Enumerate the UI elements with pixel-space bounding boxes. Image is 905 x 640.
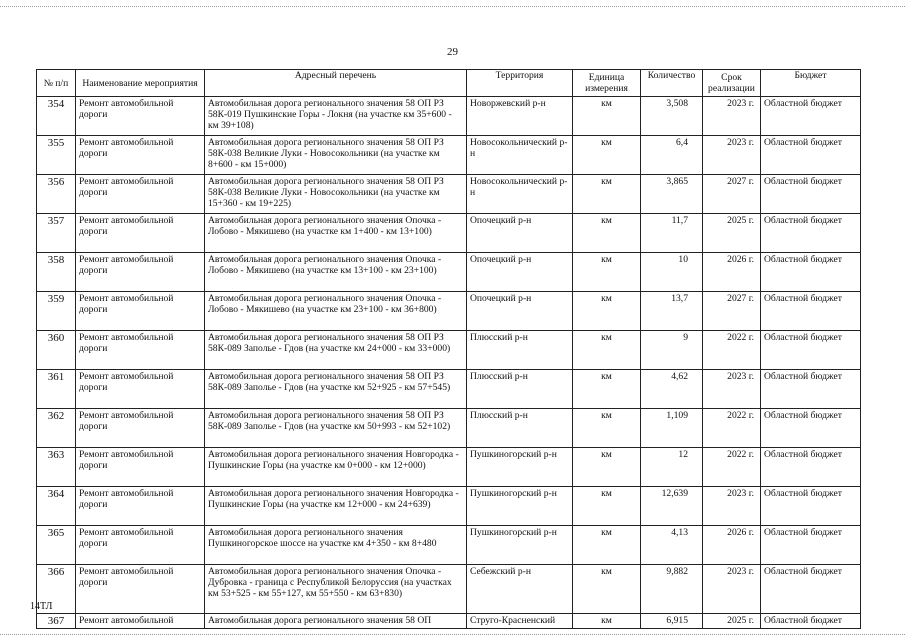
cell-unit: км [573, 175, 641, 214]
cell-territory: Пушкиногорский р-н [467, 526, 573, 565]
table-row [37, 214, 861, 253]
table-header-row [37, 70, 861, 97]
cell-budget: Областной бюджет [761, 97, 861, 136]
cell-num: 359 [37, 292, 76, 331]
road-repair-table [36, 69, 861, 629]
cell-num: 355 [37, 136, 76, 175]
header-territory: Территория [467, 70, 573, 97]
cell-territory: Плюсский р-н [467, 370, 573, 409]
header-unit: Единица измерения [573, 70, 641, 97]
cell-event: Ремонт автомобильной дороги [76, 175, 205, 214]
table-row [37, 614, 861, 629]
cell-num: 367 [37, 614, 76, 629]
table-row [37, 292, 861, 331]
cell-unit: км [573, 565, 641, 614]
header-num: № п/п [37, 70, 76, 97]
cell-address: Автомобильная дорога регионального значения 58 ОП РЗ 58К-089 Заполье - Гдов (на участке км 24+000 - км 33+000) [205, 331, 467, 370]
cell-event: Ремонт автомобильной дороги [76, 565, 205, 614]
cell-num: 365 [37, 526, 76, 565]
cell-term: 2023 г. [703, 487, 761, 526]
cell-event: Ремонт автомобильной дороги [76, 97, 205, 136]
cell-quantity: 12,639 [641, 487, 703, 526]
cell-quantity: 4,13 [641, 526, 703, 565]
cell-territory: Опочецкий р-н [467, 253, 573, 292]
cell-address: Автомобильная дорога регионального значения Новгородка - Пушкинские Горы (на участке км 0+000 - км 12+000) [205, 448, 467, 487]
cell-quantity: 9 [641, 331, 703, 370]
cell-budget: Областной бюджет [761, 370, 861, 409]
cell-address: Автомобильная дорога регионального значения Опочка - Лобово - Мякишево (на участке км 13+100 - км 23+100) [205, 253, 467, 292]
table-row [37, 253, 861, 292]
cell-term: 2026 г. [703, 253, 761, 292]
cell-territory: Опочецкий р-н [467, 292, 573, 331]
header-quantity: Количество [641, 70, 703, 97]
cell-event: Ремонт автомобильной дороги [76, 331, 205, 370]
cell-quantity: 9,882 [641, 565, 703, 614]
header-address: Адресный перечень [205, 70, 467, 97]
cell-budget: Областной бюджет [761, 292, 861, 331]
cell-budget: Областной бюджет [761, 214, 861, 253]
cell-unit: км [573, 614, 641, 629]
cell-address: Автомобильная дорога регионального значения 58 ОП РЗ 58К-038 Великие Луки - Новосокольники (на участке км 8+600 - км 15+000) [205, 136, 467, 175]
cell-unit: км [573, 331, 641, 370]
cell-event: Ремонт автомобильной [76, 614, 205, 629]
cell-budget: Областной бюджет [761, 409, 861, 448]
cell-territory: Себежский р-н [467, 565, 573, 614]
cell-event: Ремонт автомобильной дороги [76, 136, 205, 175]
cell-quantity: 3,865 [641, 175, 703, 214]
cell-quantity: 3,508 [641, 97, 703, 136]
cell-term: 2023 г. [703, 97, 761, 136]
cell-num: 366 [37, 565, 76, 614]
cell-quantity: 11,7 [641, 214, 703, 253]
cell-quantity: 1,109 [641, 409, 703, 448]
cell-address: Автомобильная дорога регионального значения 58 ОП [205, 614, 467, 629]
footer-code: 14ТЛ [30, 601, 53, 612]
cell-term: 2025 г. [703, 614, 761, 629]
cell-budget: Областной бюджет [761, 331, 861, 370]
cell-event: Ремонт автомобильной дороги [76, 370, 205, 409]
cell-unit: км [573, 136, 641, 175]
cell-num: 363 [37, 448, 76, 487]
cell-event: Ремонт автомобильной дороги [76, 409, 205, 448]
cell-unit: км [573, 253, 641, 292]
table-row [37, 409, 861, 448]
cell-event: Ремонт автомобильной дороги [76, 214, 205, 253]
cell-unit: км [573, 214, 641, 253]
cell-num: 362 [37, 409, 76, 448]
cell-num: 360 [37, 331, 76, 370]
cell-quantity: 10 [641, 253, 703, 292]
cell-quantity: 6,4 [641, 136, 703, 175]
table-row [37, 136, 861, 175]
cell-term: 2022 г. [703, 331, 761, 370]
cell-term: 2023 г. [703, 136, 761, 175]
cell-territory: Струго-Красненский [467, 614, 573, 629]
cell-territory: Новосокольнический р-н [467, 175, 573, 214]
cell-address: Автомобильная дорога регионального значения Новгородка - Пушкинские Горы (на участке км 12+000 - км 24+639) [205, 487, 467, 526]
table-row [37, 448, 861, 487]
cell-event: Ремонт автомобильной дороги [76, 448, 205, 487]
cell-address: Автомобильная дорога регионального значения Опочка - Лобово - Мякишево (на участке км 1+400 - км 13+100) [205, 214, 467, 253]
cell-territory: Опочецкий р-н [467, 214, 573, 253]
cell-num: 358 [37, 253, 76, 292]
cell-num: 357 [37, 214, 76, 253]
cell-num: 354 [37, 97, 76, 136]
table-row [37, 370, 861, 409]
cell-term: 2022 г. [703, 448, 761, 487]
cell-num: 356 [37, 175, 76, 214]
cell-territory: Новоржевский р-н [467, 97, 573, 136]
cell-term: 2026 г. [703, 526, 761, 565]
cell-term: 2027 г. [703, 175, 761, 214]
cell-quantity: 12 [641, 448, 703, 487]
cell-unit: км [573, 487, 641, 526]
header-term: Срок реализации [703, 70, 761, 97]
cell-unit: км [573, 370, 641, 409]
cell-num: 361 [37, 370, 76, 409]
cell-unit: км [573, 97, 641, 136]
cell-unit: км [573, 448, 641, 487]
table-row [37, 565, 861, 614]
cell-budget: Областной бюджет [761, 526, 861, 565]
cell-event: Ремонт автомобильной дороги [76, 253, 205, 292]
cell-quantity: 4,62 [641, 370, 703, 409]
cell-event: Ремонт автомобильной дороги [76, 487, 205, 526]
cell-term: 2023 г. [703, 370, 761, 409]
cell-unit: км [573, 292, 641, 331]
cell-territory: Новосокольнический р-н [467, 136, 573, 175]
table-row [37, 175, 861, 214]
cell-territory: Плюсский р-н [467, 409, 573, 448]
cell-address: Автомобильная дорога регионального значения Опочка - Лобово - Мякишево (на участке км 23+100 - км 36+800) [205, 292, 467, 331]
cell-term: 2027 г. [703, 292, 761, 331]
cell-budget: Областной бюджет [761, 253, 861, 292]
cell-budget: Областной бюджет [761, 136, 861, 175]
cell-territory: Пушкиногорский р-н [467, 487, 573, 526]
cell-term: 2023 г. [703, 565, 761, 614]
cell-quantity: 13,7 [641, 292, 703, 331]
cell-budget: Областной бюджет [761, 487, 861, 526]
page-number: 29 [447, 46, 458, 58]
header-event: Наименование мероприятия [76, 70, 205, 97]
header-budget: Бюджет [761, 70, 861, 97]
cell-address: Автомобильная дорога регионального значения Опочка - Дубровка - граница с Республикой Белоруссия (на участках км 53+525 - км 55+127, км 55+550 - км 63+830) [205, 565, 467, 614]
cell-event: Ремонт автомобильной дороги [76, 526, 205, 565]
scan-edge-top [0, 6, 905, 7]
table-row [37, 487, 861, 526]
cell-address: Автомобильная дорога регионального значения 58 ОП РЗ 58К-089 Заполье - Гдов (на участке км 50+993 - км 52+102) [205, 409, 467, 448]
cell-territory: Пушкиногорский р-н [467, 448, 573, 487]
cell-budget: Областной бюджет [761, 614, 861, 629]
cell-quantity: 6,915 [641, 614, 703, 629]
cell-num: 364 [37, 487, 76, 526]
cell-budget: Областной бюджет [761, 448, 861, 487]
cell-budget: Областной бюджет [761, 565, 861, 614]
cell-event: Ремонт автомобильной дороги [76, 292, 205, 331]
cell-address: Автомобильная дорога регионального значения 58 ОП РЗ 58К-038 Великие Луки - Новосокольники (на участке км 15+360 - км 19+225) [205, 175, 467, 214]
cell-address: Автомобильная дорога регионального значения 58 ОП РЗ 58К-089 Заполье - Гдов (на участке км 52+925 - км 57+545) [205, 370, 467, 409]
table-row [37, 526, 861, 565]
table-row [37, 331, 861, 370]
cell-unit: км [573, 409, 641, 448]
cell-unit: км [573, 526, 641, 565]
cell-term: 2025 г. [703, 214, 761, 253]
cell-territory: Плюсский р-н [467, 331, 573, 370]
cell-address: Автомобильная дорога регионального значения 58 ОП РЗ 58К-019 Пушкинские Горы - Локня (на участке км 35+600 - км 39+108) [205, 97, 467, 136]
cell-address: Автомобильная дорога регионального значения Пушкиногорское шоссе на участке км 4+350 - км 8+480 [205, 526, 467, 565]
table-row [37, 97, 861, 136]
cell-budget: Областной бюджет [761, 175, 861, 214]
cell-term: 2022 г. [703, 409, 761, 448]
scan-edge-bottom [0, 634, 905, 635]
